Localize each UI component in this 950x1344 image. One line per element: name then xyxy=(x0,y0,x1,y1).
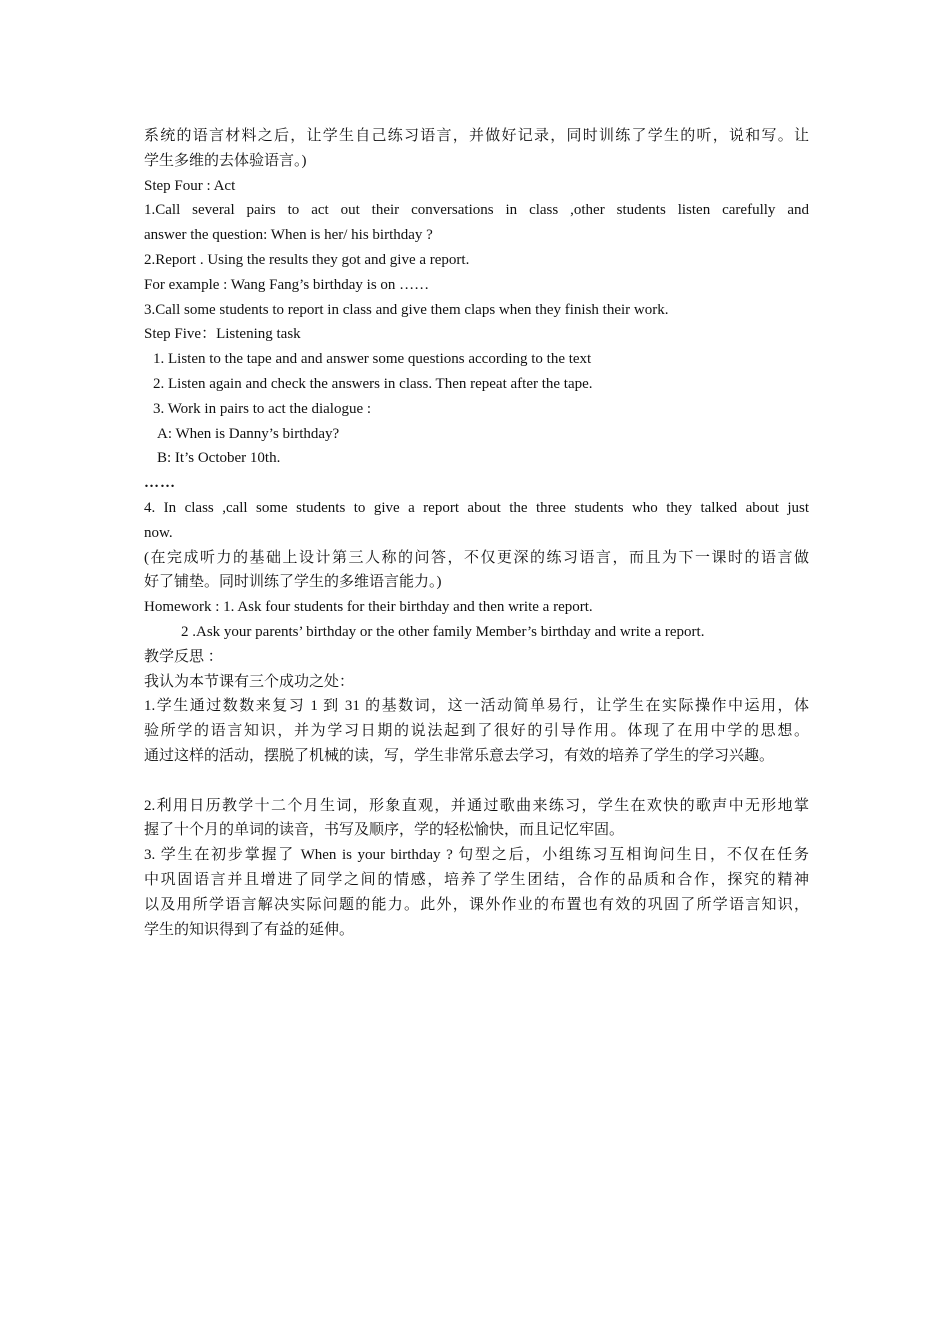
step-five-item: 3. Work in pairs to act the dialogue : xyxy=(153,400,372,417)
reflection-point: 中巩固语言并且增进了同学之间的情感，培养了学生团结，合作的品质和合作，探究的精神 xyxy=(144,871,809,888)
paragraph-line: 学生多维的去体验语言。) xyxy=(144,152,307,169)
reflection-point: 3. 学生在初步掌握了 When is your birthday ? 句型之后，小组练习互相询问生日，不仅在任务 xyxy=(144,847,809,864)
reflection-point: 验所学的语言知识，并为学习日期的说法起到了很好的引导作用。体现了在用中学的思想。 xyxy=(144,723,809,740)
reflection-point: 2.利用日历教学十二个月生词，形象直观，并通过歌曲来练习，学生在欢快的歌声中无形地掌 xyxy=(144,797,809,814)
paragraph-line: 系统的语言材料之后，让学生自己练习语言，并做好记录，同时训练了学生的听，说和写。让 xyxy=(144,128,809,144)
reflection-intro: 我认为本节课有三个成功之处： xyxy=(144,673,355,690)
reflection-point: 学生的知识得到了有益的延伸。 xyxy=(144,921,355,938)
step-four-item: answer the question: When is her/ his birthday ? xyxy=(144,227,433,244)
reflection-point: 以及用所学语言解决实际问题的能力。此外，课外作业的布置也有效的巩固了所学语言知识， xyxy=(144,896,809,913)
dialogue-line: B: It’s October 10th. xyxy=(157,450,281,467)
step-four-item: 3.Call some students to report in class and give them claps when they finish their work. xyxy=(144,301,669,318)
homework-line: 2 .Ask your parents’ birthday or the other family Member’s birthday and write a report. xyxy=(181,623,705,640)
step-five-item: 1. Listen to the tape and and answer some questions according to the text xyxy=(153,351,592,368)
step-five-item: now. xyxy=(144,524,173,541)
dialogue-ellipsis: …… xyxy=(144,475,176,492)
paragraph-line: (在完成听力的基础上设计第三人称的问答，不仅更深的练习语言，而且为下一课时的语言做 xyxy=(144,549,809,566)
homework-line: Homework : 1. Ask four students for their birthday and then write a report. xyxy=(144,599,593,616)
reflection-point: 1.学生通过数数来复习 1 到 31 的基数词，这一活动简单易行，让学生在实际操作中运用，体 xyxy=(144,698,809,715)
dialogue-line: A: When is Danny’s birthday? xyxy=(157,425,340,442)
document-page xyxy=(144,124,809,942)
step-four-item: 2.Report . Using the results they got and give a report. xyxy=(144,251,470,268)
reflection-point: 通过这样的活动，摆脱了机械的读，写，学生非常乐意去学习，有效的培养了学生的学习兴趣。 xyxy=(144,747,775,764)
step-four-example: For example : Wang Fang’s birthday is on …… xyxy=(144,276,430,293)
reflection-point: 握了十个月的单词的读音，书写及顺序，学的轻松愉快，而且记忆牢固。 xyxy=(144,822,625,839)
step-five-heading: Step Five：Listening task xyxy=(144,326,301,343)
paragraph-line: 好了铺垫。同时训练了学生的多维语言能力。) xyxy=(144,574,442,591)
step-five-item: 4. In class ,call some students to give a report about the three students who they talked about just xyxy=(144,499,809,516)
step-four-item: 1.Call several pairs to act out their conversations in class ,other students listen carefully and xyxy=(144,202,809,219)
step-five-item: 2. Listen again and check the answers in class. Then repeat after the tape. xyxy=(153,375,593,392)
reflection-heading: 教学反思 ： xyxy=(144,648,223,665)
step-four-heading: Step Four : Act xyxy=(144,177,236,194)
blank-line xyxy=(144,769,809,794)
